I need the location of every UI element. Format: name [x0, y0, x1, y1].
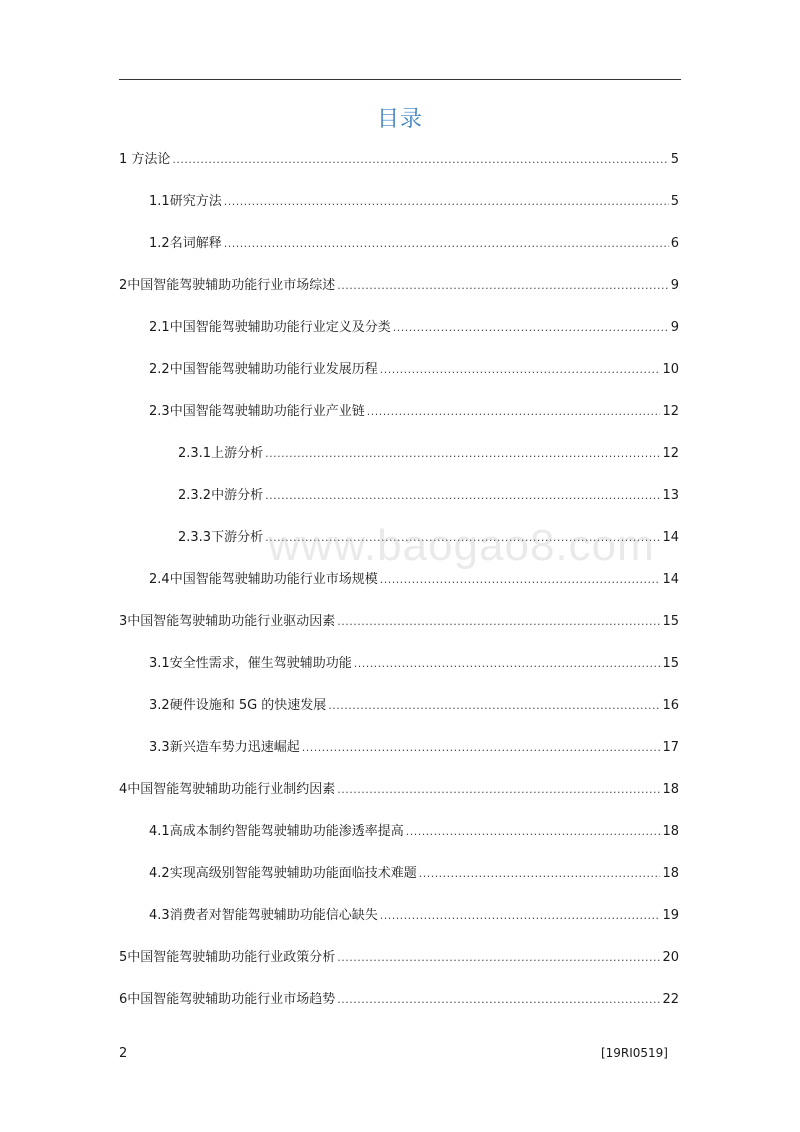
- toc-dot-leader: [406, 823, 661, 841]
- toc-dot-leader: [337, 613, 660, 631]
- header-rule: [119, 79, 681, 80]
- toc-entry[interactable]: [119, 613, 679, 631]
- toc-entry-number: 1.2: [149, 236, 170, 251]
- toc-dot-leader: [224, 235, 669, 253]
- toc-entry-number: 3: [119, 614, 128, 629]
- toc-entry-number: 2.3.3: [178, 530, 212, 545]
- toc-entry[interactable]: [178, 487, 679, 505]
- toc-entry-number: 3.3: [149, 740, 170, 755]
- toc-entry[interactable]: [149, 655, 679, 673]
- toc-entry[interactable]: [119, 151, 679, 169]
- toc-dot-leader: [265, 487, 660, 505]
- toc-entry-title: 中游分析: [211, 488, 264, 503]
- toc-entry[interactable]: [149, 823, 679, 841]
- toc-entry-page: 5: [670, 194, 679, 209]
- footer-page-number: 2: [119, 1046, 128, 1061]
- toc-entry-title: 下游分析: [211, 530, 264, 545]
- toc-dot-leader: [419, 865, 661, 883]
- toc-entry-page: 9: [670, 320, 679, 335]
- toc-entry-number: 2.3: [149, 404, 170, 419]
- toc-entry-title: 新兴造车势力迅速崛起: [169, 740, 300, 755]
- toc-dot-leader: [367, 403, 661, 421]
- toc-entry-page: 6: [670, 236, 679, 251]
- toc-entry[interactable]: [149, 697, 679, 715]
- toc-entry-title: 名词解释: [169, 236, 222, 251]
- toc-entry-page: 16: [662, 698, 679, 713]
- toc-entry-number: 4.2: [149, 866, 170, 881]
- toc-entry-number: 6: [119, 992, 128, 1007]
- toc-entry-title: 实现高级别智能驾驶辅助功能面临技术难题: [169, 866, 417, 881]
- toc-entry-title: 中国智能驾驶辅助功能行业制约因素: [127, 782, 336, 797]
- toc-entry-title: 研究方法: [169, 194, 222, 209]
- toc-entry-number: 2.3.1: [178, 446, 212, 461]
- toc-entry-title: 上游分析: [211, 446, 264, 461]
- toc-entry[interactable]: [149, 571, 679, 589]
- toc-entry-page: 22: [662, 992, 679, 1007]
- toc-entry[interactable]: [119, 781, 679, 799]
- toc-entry-page: 18: [662, 782, 679, 797]
- toc-entry-page: 15: [662, 656, 679, 671]
- toc-entry[interactable]: [178, 445, 679, 463]
- toc-entry-title: 中国智能驾驶辅助功能行业政策分析: [127, 950, 336, 965]
- toc-entry-title: 中国智能驾驶辅助功能行业产业链: [169, 404, 365, 419]
- toc-entry-page: 20: [662, 950, 679, 965]
- toc-entry-page: 18: [662, 866, 679, 881]
- toc-entry[interactable]: [178, 529, 679, 547]
- toc-entry[interactable]: [149, 907, 679, 925]
- toc-entry-number: 2: [119, 278, 128, 293]
- toc-entry-number: 1.1: [149, 194, 170, 209]
- toc-entry-title: 中国智能驾驶辅助功能行业发展历程: [169, 362, 378, 377]
- toc-entry[interactable]: [149, 865, 679, 883]
- toc-entry-number: 4.1: [149, 824, 170, 839]
- toc-entry-title: 安全性需求，催生驾驶辅助功能: [169, 656, 352, 671]
- toc-entry-title: 中国智能驾驶辅助功能行业驱动因素: [127, 614, 336, 629]
- watermark: www.baogao8.com: [268, 521, 655, 570]
- toc-entry-number: 4: [119, 782, 128, 797]
- toc-dot-leader: [393, 319, 669, 337]
- toc-entry[interactable]: [149, 235, 679, 253]
- toc-entry-number: 1: [119, 152, 128, 167]
- toc-entry[interactable]: [119, 277, 679, 295]
- toc-entry-page: 19: [662, 908, 679, 923]
- toc-entry[interactable]: [149, 361, 679, 379]
- toc-dot-leader: [172, 151, 668, 169]
- toc-dot-leader: [337, 949, 660, 967]
- toc-entry-number: 2.4: [149, 572, 170, 587]
- toc-entry-number: 3.2: [149, 698, 170, 713]
- toc-entry[interactable]: [149, 193, 679, 211]
- toc-entry-title: 高成本制约智能驾驶辅助功能渗透率提高: [169, 824, 404, 839]
- toc-entry-number: 2.3.2: [178, 488, 212, 503]
- toc-entry-page: 14: [662, 530, 679, 545]
- toc-entry-page: 15: [662, 614, 679, 629]
- toc-entry-number: 5: [119, 950, 128, 965]
- toc-dot-leader: [224, 193, 669, 211]
- toc-entry-page: 9: [670, 278, 679, 293]
- toc-entry-title: 硬件设施和 5G 的快速发展: [169, 698, 327, 713]
- toc-entry[interactable]: [149, 403, 679, 421]
- toc-dot-leader: [354, 655, 661, 673]
- toc-dot-leader: [380, 571, 661, 589]
- toc-entry-page: 12: [662, 446, 679, 461]
- toc-entry-title: 方法论: [131, 152, 171, 167]
- toc-entry[interactable]: [119, 949, 679, 967]
- toc-entry[interactable]: [149, 319, 679, 337]
- toc-dot-leader: [380, 907, 661, 925]
- toc-entry-page: 13: [662, 488, 679, 503]
- toc-entry[interactable]: [119, 991, 679, 1009]
- toc-entry-page: 14: [662, 572, 679, 587]
- toc-dot-leader: [337, 277, 668, 295]
- toc-entry[interactable]: [149, 739, 679, 757]
- toc-dot-leader: [328, 697, 660, 715]
- toc-dot-leader: [265, 445, 660, 463]
- toc-dot-leader: [337, 781, 660, 799]
- toc-entry-title: 中国智能驾驶辅助功能行业市场规模: [169, 572, 378, 587]
- toc-entry-number: 2.1: [149, 320, 170, 335]
- toc-entry-page: 12: [662, 404, 679, 419]
- toc-entry-page: 10: [662, 362, 679, 377]
- toc-entry-number: 2.2: [149, 362, 170, 377]
- toc-entry-page: 17: [662, 740, 679, 755]
- toc-dot-leader: [380, 361, 661, 379]
- toc-entry-number: 4.3: [149, 908, 170, 923]
- toc-entry-title: 中国智能驾驶辅助功能行业定义及分类: [169, 320, 391, 335]
- toc-entry-page: 5: [670, 152, 679, 167]
- toc-entry-title: 中国智能驾驶辅助功能行业市场趋势: [127, 992, 336, 1007]
- toc-entry-number: 3.1: [149, 656, 170, 671]
- toc-title: 目录: [376, 107, 423, 132]
- toc-dot-leader: [337, 991, 660, 1009]
- toc-dot-leader: [302, 739, 661, 757]
- toc-entry-page: 18: [662, 824, 679, 839]
- toc-entry-title: 消费者对智能驾驶辅助功能信心缺失: [169, 908, 378, 923]
- footer-report-code: [19RI0519]: [600, 1046, 668, 1060]
- toc-dot-leader: [265, 529, 660, 547]
- toc-entry-title: 中国智能驾驶辅助功能行业市场综述: [127, 278, 336, 293]
